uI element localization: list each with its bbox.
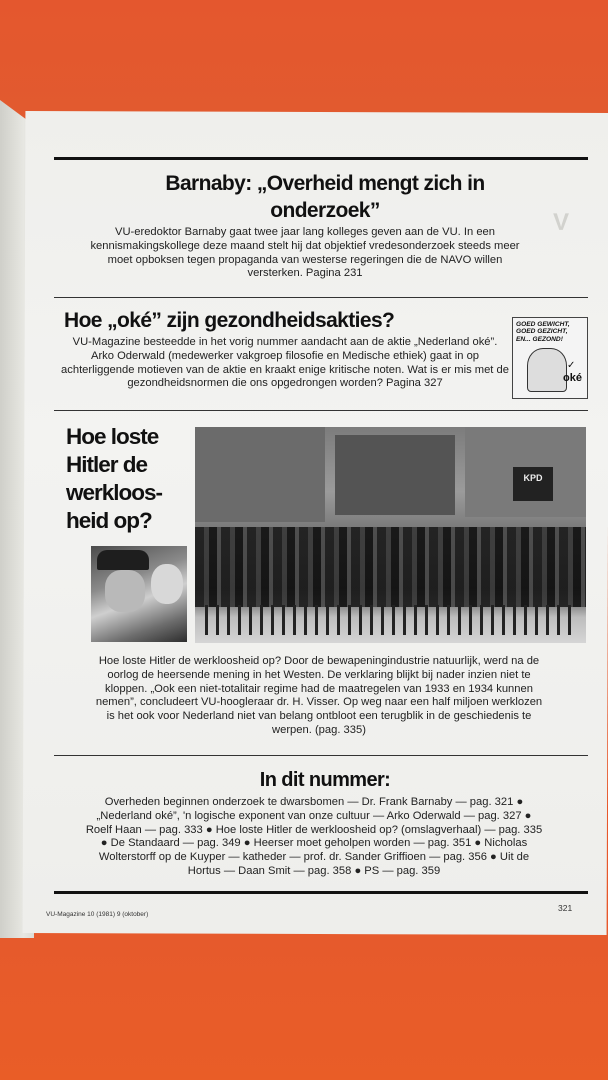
- photo-portrait-officers: [91, 546, 187, 642]
- contents-heading: In dit nummer:: [259, 769, 391, 791]
- face-shape: [105, 570, 145, 612]
- footer-issue-info: VU-Magazine 10 (1981) 9 (oktober): [46, 911, 149, 918]
- headline-gezondheidsakties: Hoe „oké” zijn gezondheidsakties?: [64, 309, 395, 332]
- divider-2: [54, 410, 588, 411]
- cartoon-figure: [527, 348, 567, 392]
- crowd-shape: [195, 527, 586, 607]
- building-left: [195, 427, 325, 522]
- body-barnaby: VU-eredoktor Barnaby gaat twee jaar lang kolleges geven aan de VU. In een kennismakingskollege deze maand stelt hij dat objektief vredesonderzoek steeds meer moet opboksen tegen propaganda van westerse regeringen die de NAVO willen versterken. Pagina 231: [90, 226, 520, 280]
- contents-body: Overheden beginnen onderzoek te dwarsbomen — Dr. Frank Barnaby — pag. 321 ● „Nederland oké”, 'n logische exponent van onze cultuur — Arko Oderwald — pag. 327 ● Roelf Haan — pag. 333 ● Hoe loste Hitler de werkloosheid op? (omslagverhaal) — pag. 335 ● De Standaard — pag. 349 ● Heerser moet geholpen worden — pag. 351 ● Nicholas Wolterstorff op de Kuyper — katheder — prof. dr. Sander Griffioen — pag. 356 ● Uit de Hortus — Daan Smit — pag. 358 ● PS — pag. 359: [85, 796, 543, 877]
- face-shape-2: [151, 564, 183, 604]
- divider-1: [54, 297, 588, 298]
- cartoon-oke-label: oké: [563, 372, 582, 384]
- orange-background-top: [0, 0, 608, 120]
- orange-background-bottom: [0, 930, 608, 1080]
- cartoon-speech-bubble: GOED GEWICHT, GOED GEZICHT, EN... GEZOND!: [516, 321, 570, 343]
- building-center: [335, 435, 455, 515]
- cartoon-nederland-oke: [512, 317, 588, 399]
- check-mark-icon: ✓: [567, 360, 576, 371]
- body-gezondheidsakties: VU-Magazine besteedde in het vorig nummer aandacht aan de aktie „Nederland oké”. Arko Oderwald (medewerker vakgroep filosofie en Medische ethiek) gaat in op achterliggende motieven van de aktie en kraakt enige kritische noten. Wat is er mis met de gezondheidsnormen die ons opgedrongen worden? Pagina 327: [61, 336, 509, 390]
- divider-3: [54, 755, 588, 756]
- bleed-through-text: V: [553, 208, 570, 236]
- crowd-legs-shape: [205, 605, 575, 635]
- body-hitler: Hoe loste Hitler de werkloosheid op? Door de bewapeningindustrie natuurlijk, werd na de oorlog de heersende mening in het Westen. De verklaring blijkt bij nader inzien niet te kloppen. „Ook een niet-totalitair regime had de maatregelen van 1933 en 1934 kunnen nemen”, concludeert VU-hoogleraar dr. H. Visser. Op weg naar een half miljoen werklozen is het ook voor Nederland niet van belang ontbloot een terugblik in de geschiedenis te werpen. (pag. 335): [95, 655, 543, 736]
- bottom-rule: [54, 891, 588, 894]
- headline-hitler: Hoe loste Hitler de werkloos-heid op?: [66, 424, 163, 533]
- top-rule: [54, 157, 588, 160]
- military-cap-shape: [97, 550, 149, 570]
- headline-barnaby: Barnaby: „Overheid mengt zich in onderzoek”: [165, 172, 485, 222]
- protest-sign-text: KPD: [523, 473, 543, 483]
- page-number: 321: [558, 903, 573, 913]
- protest-sign: [513, 467, 553, 501]
- photo-marching-crowd: [195, 427, 586, 643]
